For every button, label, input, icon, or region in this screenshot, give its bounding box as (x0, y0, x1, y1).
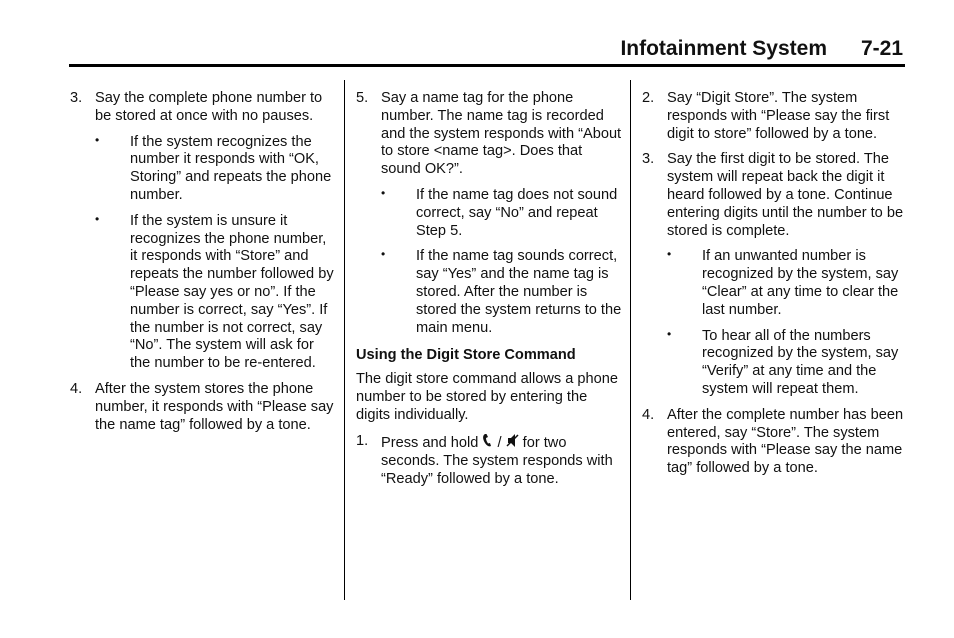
bullet-item (381, 248, 622, 337)
step-3 (70, 90, 336, 373)
bullet-icon: • (667, 247, 672, 262)
bullet-icon: • (381, 247, 386, 262)
bullet-item (667, 328, 908, 399)
page-number: 7-21 (860, 37, 903, 60)
header-rule (69, 64, 905, 67)
section-title: Infotainment System (620, 37, 827, 60)
step-text-post: for two seconds. The system responds with “Ready” followed by a tone. (381, 434, 613, 488)
paragraph: The digit store command allows a phone number to be stored by entering the digits individually. (356, 371, 619, 423)
bullet-icon: • (667, 326, 672, 341)
bullet-text: If the system is unsure it recognizes the phone number, it responds with “Store” and repeats the number followed by “Please say yes or no”. If the number is correct, say “Yes”. If the number is not correct, say “No”. The system will ask for the number to be re-entered. (130, 212, 334, 372)
column-divider (344, 80, 345, 600)
phone-handset-icon (482, 433, 493, 454)
step-3 (642, 151, 908, 398)
subheading: Using the Digit Store Command (356, 347, 576, 364)
step-number: 2. (642, 90, 655, 106)
step-text-pre: Press and hold (381, 434, 479, 451)
bullet-icon: • (95, 211, 100, 226)
step-number: 4. (642, 406, 655, 423)
step-text: Say “Digit Store”. The system responds with “Please say the first digit to store” followed by a tone. (667, 90, 890, 142)
step-number: 3. (642, 151, 655, 168)
step-text: After the complete number has been entered, say “Store”. The system responds with “Please say the name tag” followed by a tone. (667, 406, 904, 477)
page-header (69, 36, 905, 66)
step-text: After the system stores the phone number, it responds with “Please say the name tag” followed by a tone. (95, 380, 334, 433)
bullet-item (95, 213, 336, 373)
bullet-item (95, 134, 336, 205)
bullet-item (381, 187, 622, 240)
bullet-text: If the system recognizes the number it responds with “OK, Storing” and repeats the phone number. (130, 133, 332, 203)
step-number: 3. (70, 90, 83, 106)
bullet-icon: • (381, 185, 386, 200)
bullet-icon: • (95, 132, 100, 147)
bullet-text: If the name tag sounds correct, say “Yes” and the name tag is stored. After the number is stored the system returns to the main menu. (416, 248, 622, 336)
step-2 (642, 90, 908, 143)
step-number: 5. (356, 90, 369, 106)
step-number: 4. (70, 380, 83, 397)
column-2 (356, 90, 622, 497)
column-3 (642, 90, 908, 486)
step-text: Say the first digit to be stored. The system will repeat back the digit it heard followed by a tone. Continue entering digits until the number to be stored is complete. (667, 151, 904, 239)
mute-speaker-icon (506, 433, 519, 454)
bullet-item (667, 248, 908, 319)
step-5 (356, 90, 622, 337)
separator: / (497, 434, 502, 451)
step-4 (70, 381, 336, 434)
bullet-text: If the name tag does not sound correct, say “No” and repeat Step 5. (416, 186, 618, 239)
step-1 (356, 433, 622, 489)
bullet-text: To hear all of the numbers recognized by the system, say “Verify” at any time and the system will repeat them. (702, 327, 899, 397)
bullet-text: If an unwanted number is recognized by the system, say “Clear” at any time to clear the last number. (702, 248, 899, 318)
step-4 (642, 407, 908, 478)
column-1 (70, 90, 336, 442)
step-text: Say the complete phone number to be stored at once with no pauses. (95, 90, 323, 124)
step-number: 1. (356, 432, 369, 449)
step-text: Say a name tag for the phone number. The name tag is recorded and the system responds with “About to store <name tag>. Does that sound OK?”. (381, 90, 622, 178)
column-divider (630, 80, 631, 600)
